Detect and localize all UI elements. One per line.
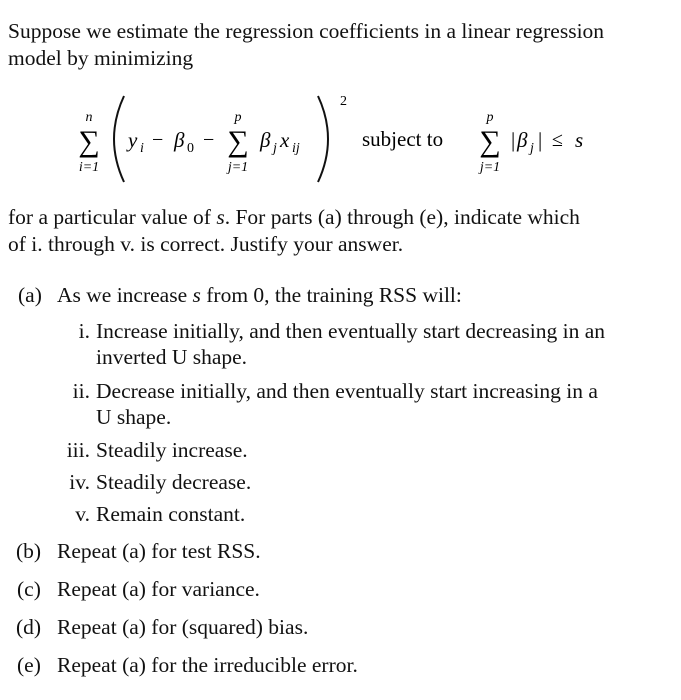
abs-bar-right: |	[538, 128, 543, 152]
sum1-upper-limit: n	[85, 110, 93, 125]
s-var: s	[575, 128, 584, 152]
beta0-sub: 0	[187, 141, 194, 156]
beta0-var: β	[174, 128, 185, 152]
option-i-num: i.	[78, 319, 90, 343]
option-ii-line-1: Decrease initially, and then eventually start increasing in a	[96, 379, 598, 403]
betaj-var: β	[260, 128, 271, 152]
abs-beta-var: β	[517, 128, 528, 152]
option-ii-num: ii.	[72, 379, 90, 403]
leq-symbol: ≤	[552, 129, 563, 151]
sum2-lower-limit: j=1	[227, 160, 249, 175]
option-v-num: v.	[75, 502, 90, 526]
after-line-1	[8, 204, 580, 230]
option-i-line-2: inverted U shape.	[96, 345, 248, 369]
abs-bar-left: |	[511, 128, 516, 152]
part-a-text-pre: As we increase	[57, 283, 193, 307]
after-line-1-pre: for a particular value of	[8, 205, 217, 229]
intro-line-1: Suppose we estimate the regression coefficients in a linear regression	[8, 19, 605, 43]
part-c-text: Repeat (a) for variance.	[57, 577, 260, 601]
betaj-sub: j	[273, 141, 277, 156]
option-iv-num: iv.	[69, 470, 90, 494]
part-d-label: (d)	[16, 615, 42, 639]
y-sub: i	[140, 141, 144, 156]
option-iii-num: iii.	[66, 438, 90, 462]
after-line-2: of i. through v. is correct. Justify your answer.	[8, 232, 404, 256]
objective-formula	[0, 88, 681, 198]
y-var: y	[128, 128, 138, 152]
part-b-text: Repeat (a) for test RSS.	[57, 539, 261, 563]
part-c-label: (c)	[17, 577, 41, 601]
after-line-1-var: s	[216, 205, 225, 229]
part-a-label: (a)	[18, 283, 42, 307]
part-e-text: Repeat (a) for the irreducible error.	[57, 653, 358, 677]
option-iii-line-1: Steadily increase.	[96, 438, 248, 462]
sum1-lower-limit: i=1	[78, 160, 100, 175]
intro-line-2: model by minimizing	[8, 46, 194, 70]
sum1-symbol: ∑	[78, 125, 100, 158]
minus-1: −	[152, 129, 164, 151]
left-big-paren	[114, 96, 124, 182]
part-b-label: (b)	[16, 539, 42, 563]
subject-to-label: subject to	[362, 127, 444, 151]
abs-beta-sub: j	[530, 141, 534, 156]
minus-2: −	[203, 129, 215, 151]
after-line-1-post: . For parts (a) through (e), indicate which	[224, 205, 580, 229]
part-a-text-post: from 0, the training RSS will:	[200, 283, 462, 307]
sum2-upper-limit: p	[234, 110, 242, 125]
option-iv-line-1: Steadily decrease.	[96, 470, 252, 494]
part-e-label: (e)	[17, 653, 41, 677]
option-i-line-1: Increase initially, and then eventually start decreasing in an	[96, 319, 606, 343]
option-ii-line-2: U shape.	[96, 405, 172, 429]
x-var: x	[280, 128, 290, 152]
right-big-paren	[318, 96, 328, 182]
part-d-text: Repeat (a) for (squared) bias.	[57, 615, 309, 639]
part-a-text-var: s	[192, 283, 201, 307]
option-v-line-1: Remain constant.	[96, 502, 246, 526]
sum3-upper-limit: p	[486, 110, 494, 125]
part-a-text	[57, 282, 462, 308]
exponent-2: 2	[340, 94, 347, 109]
x-sub: ij	[292, 141, 300, 156]
sum3-lower-limit: j=1	[479, 160, 501, 175]
sum3-symbol: ∑	[479, 125, 501, 158]
sum2-symbol: ∑	[227, 125, 249, 158]
